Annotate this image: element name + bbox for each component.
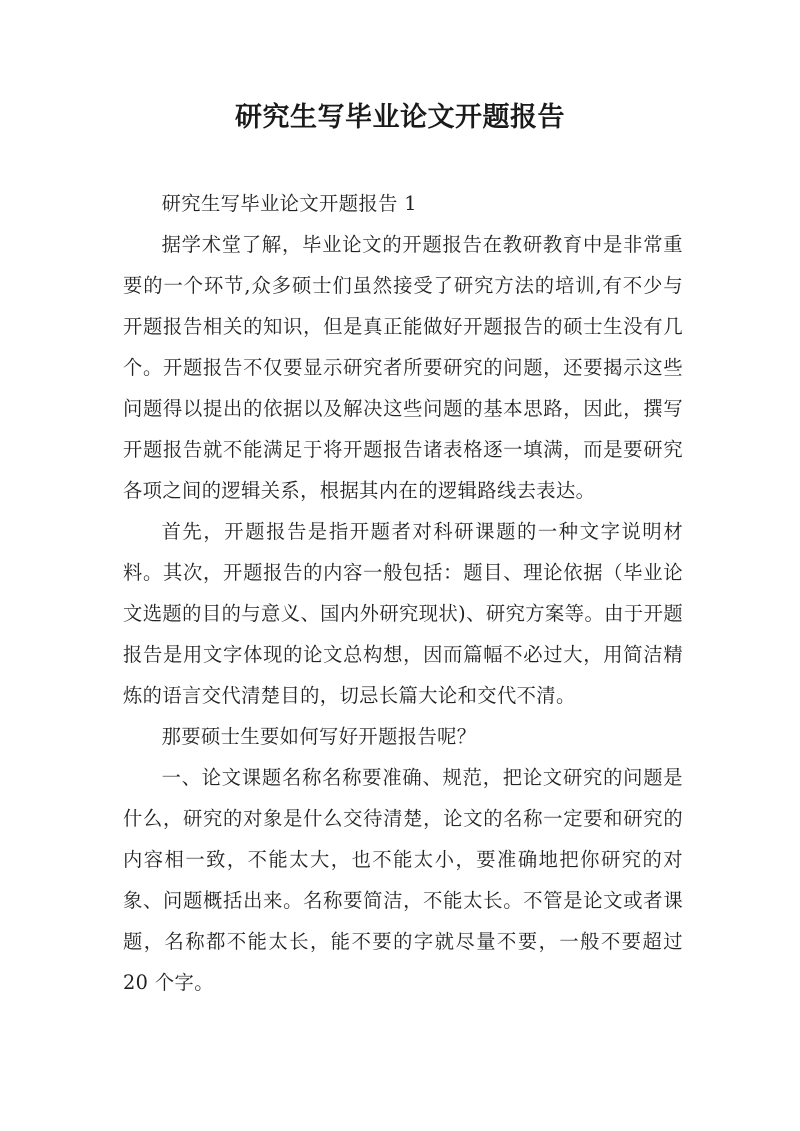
paragraph-intro: 据学术堂了解，毕业论文的开题报告在教研教育中是非常重要的一个环节,众多硕士们虽然接受了研究方法的培训,有不少与开题报告相关的知识，但是真正能做好开题报告的硕士生没有几个。开题报告不仅要显示研究者所要研究的问题，还要揭示这些问题得以提出的依据以及解决这些问题的基本思路，因此，撰写开题报告就不能满足于将开题报告诸表格逐一填满，而是要研究各项之间的逻辑关系，根据其内在的逻辑路线去表达。 bbox=[123, 233, 683, 502]
document-title: 研究生写毕业论文开题报告 bbox=[235, 102, 565, 133]
paragraph-section-heading: 研究生写毕业论文开题报告 1 bbox=[161, 192, 417, 215]
paragraph-question: 那要硕士生要如何写好开题报告呢？ bbox=[161, 725, 477, 748]
document-body bbox=[123, 183, 683, 1003]
paragraph-point-one: 一、论文课题名称名称要准确、规范，把论文研究的问题是什么，研究的对象是什么交待清楚，论文的名称一定要和研究的内容相一致，不能太大，也不能太小，要准确地把你研究的对象、问题概括出来。名称要简洁，不能太长。不管是论文或者课题，名称都不能太长，能不要的字就尽量不要，一般不要超过 20 个字。 bbox=[123, 766, 683, 994]
paragraph-definition: 首先，开题报告是指开题者对科研课题的一种文字说明材料。其次，开题报告的内容一般包括：题目、理论依据（毕业论文选题的目的与意义、国内外研究现状)、研究方案等。由于开题报告是用文字体现的论文总构想，因而篇幅不必过大，用简洁精炼的语言交代清楚目的，切忌长篇大论和交代不清。 bbox=[123, 520, 683, 707]
